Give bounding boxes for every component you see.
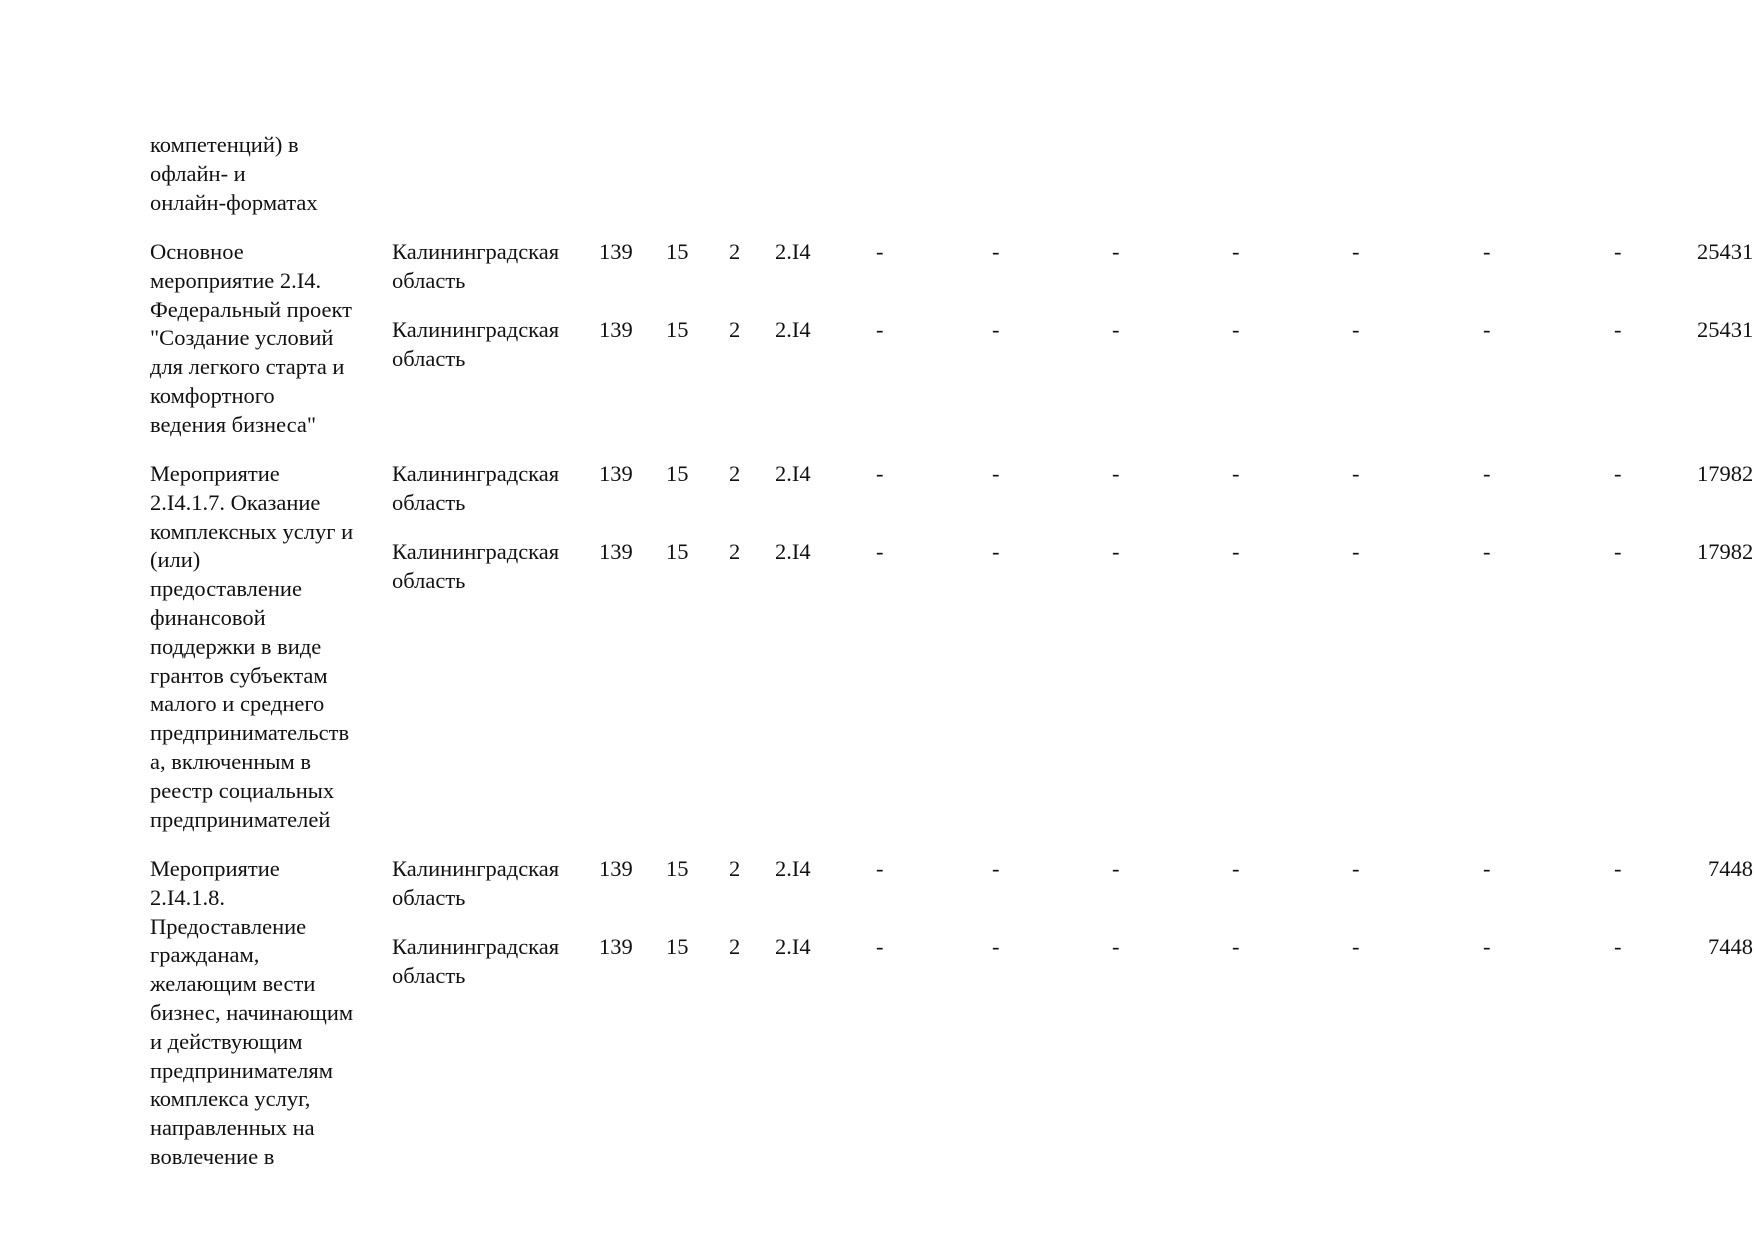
region-line: область <box>392 884 466 910</box>
name-line: предоставление <box>150 576 302 602</box>
empty-value-cell: - <box>992 856 1000 881</box>
name-line: ведения бизнеса" <box>150 411 317 437</box>
amount-cell: 7448 <box>1708 934 1753 959</box>
empty-value-cell: - <box>876 856 884 881</box>
name-line: компетенций) в <box>150 132 299 157</box>
empty-value-cell: - <box>1112 461 1120 486</box>
region-cell <box>392 933 592 991</box>
name-line: онлайн-форматах <box>150 189 318 215</box>
name-line: предпринимателям <box>150 1057 333 1083</box>
name-line: 2.I4.1.7. Оказание <box>150 489 321 515</box>
name-line: мероприятие 2.I4. <box>150 267 322 293</box>
empty-value-cell: - <box>1112 539 1120 564</box>
empty-value-cell: - <box>1112 856 1120 881</box>
empty-value-cell: - <box>1483 317 1491 342</box>
name-line: комплексных услуг и <box>150 518 354 544</box>
name-line: предпринимателей <box>150 806 331 832</box>
empty-value-cell: - <box>1483 239 1491 264</box>
empty-value-cell: - <box>1352 934 1360 959</box>
name-line: поддержки в виде <box>150 633 322 659</box>
empty-value-cell: - <box>1232 317 1240 342</box>
empty-value-cell: - <box>992 461 1000 486</box>
name-line: для легкого старта и <box>150 354 345 380</box>
continued-activity-name <box>150 131 390 217</box>
empty-value-cell: - <box>992 934 1000 959</box>
empty-value-cell: - <box>1112 239 1120 264</box>
amount-cell: 17982 <box>1697 539 1754 564</box>
region-cell <box>392 460 592 518</box>
target-article-cell: 2.I4 <box>775 934 811 959</box>
name-line: гражданам, <box>150 942 260 968</box>
target-article-cell: 2.I4 <box>775 856 811 881</box>
empty-value-cell: - <box>1352 317 1360 342</box>
subsection-code-cell: 2 <box>729 856 741 881</box>
empty-value-cell: - <box>1614 239 1622 264</box>
empty-value-cell: - <box>1614 856 1622 881</box>
section-code-cell: 15 <box>666 856 689 881</box>
name-line: Мероприятие <box>150 461 280 486</box>
region-line: область <box>392 489 466 515</box>
region-line: область <box>392 345 466 371</box>
empty-value-cell: - <box>1614 934 1622 959</box>
section-code-cell: 15 <box>666 317 689 342</box>
region-line: Калининградская <box>392 539 560 564</box>
empty-value-cell: - <box>1232 461 1240 486</box>
name-line: "Создание условий <box>150 325 334 351</box>
amount-cell: 25431 <box>1697 317 1754 342</box>
empty-value-cell: - <box>1112 934 1120 959</box>
grbs-code-cell: 139 <box>599 461 633 486</box>
region-cell <box>392 855 592 913</box>
name-line: и действующим <box>150 1028 303 1054</box>
name-line: бизнес, начинающим <box>150 999 354 1025</box>
empty-value-cell: - <box>1614 539 1622 564</box>
activity-name <box>150 238 390 440</box>
empty-value-cell: - <box>1112 317 1120 342</box>
activity-name <box>150 460 390 834</box>
name-line: Предоставление <box>150 913 307 939</box>
section-code-cell: 15 <box>666 934 689 959</box>
name-line: предпринимательств <box>150 720 350 746</box>
name-line: комплекса услуг, <box>150 1086 311 1112</box>
name-line: (или) <box>150 547 201 573</box>
amount-cell: 17982 <box>1697 461 1754 486</box>
region-line: область <box>392 962 466 988</box>
region-line: Калининградская <box>392 934 560 959</box>
name-line: малого и среднего <box>150 691 325 717</box>
empty-value-cell: - <box>1232 239 1240 264</box>
empty-value-cell: - <box>1352 539 1360 564</box>
target-article-cell: 2.I4 <box>775 539 811 564</box>
amount-cell: 25431 <box>1697 239 1754 264</box>
region-line: Калининградская <box>392 461 560 486</box>
name-line: Мероприятие <box>150 856 280 881</box>
region-cell <box>392 238 592 296</box>
subsection-code-cell: 2 <box>729 539 741 564</box>
section-code-cell: 15 <box>666 539 689 564</box>
empty-value-cell: - <box>1232 934 1240 959</box>
target-article-cell: 2.I4 <box>775 239 811 264</box>
empty-value-cell: - <box>876 317 884 342</box>
empty-value-cell: - <box>1483 934 1491 959</box>
empty-value-cell: - <box>992 317 1000 342</box>
grbs-code-cell: 139 <box>599 539 633 564</box>
empty-value-cell: - <box>992 539 1000 564</box>
empty-value-cell: - <box>876 461 884 486</box>
name-line: а, включенным в <box>150 748 311 774</box>
region-line: область <box>392 267 466 293</box>
name-line: грантов субъектам <box>150 662 328 688</box>
empty-value-cell: - <box>1352 856 1360 881</box>
empty-value-cell: - <box>992 239 1000 264</box>
section-code-cell: 15 <box>666 461 689 486</box>
name-line: офлайн- и <box>150 160 246 186</box>
region-cell <box>392 316 592 374</box>
section-code-cell: 15 <box>666 239 689 264</box>
empty-value-cell: - <box>1483 461 1491 486</box>
empty-value-cell: - <box>1232 539 1240 564</box>
region-line: Калининградская <box>392 856 560 881</box>
empty-value-cell: - <box>876 239 884 264</box>
grbs-code-cell: 139 <box>599 856 633 881</box>
subsection-code-cell: 2 <box>729 934 741 959</box>
name-line: Основное <box>150 239 244 264</box>
empty-value-cell: - <box>1352 461 1360 486</box>
empty-value-cell: - <box>1483 856 1491 881</box>
name-line: Федеральный проект <box>150 296 352 322</box>
name-line: желающим вести <box>150 971 316 997</box>
region-line: Калининградская <box>392 239 560 264</box>
empty-value-cell: - <box>1232 856 1240 881</box>
name-line: финансовой <box>150 604 266 630</box>
name-line: реестр социальных <box>150 777 335 803</box>
empty-value-cell: - <box>1614 461 1622 486</box>
empty-value-cell: - <box>876 934 884 959</box>
region-line: область <box>392 567 466 593</box>
name-line: комфортного <box>150 382 275 408</box>
empty-value-cell: - <box>1614 317 1622 342</box>
name-line: вовлечение в <box>150 1143 275 1169</box>
subsection-code-cell: 2 <box>729 461 741 486</box>
activity-name <box>150 855 390 1172</box>
grbs-code-cell: 139 <box>599 934 633 959</box>
name-line: 2.I4.1.8. <box>150 884 225 910</box>
grbs-code-cell: 139 <box>599 317 633 342</box>
subsection-code-cell: 2 <box>729 317 741 342</box>
empty-value-cell: - <box>876 539 884 564</box>
subsection-code-cell: 2 <box>729 239 741 264</box>
region-line: Калининградская <box>392 317 560 342</box>
empty-value-cell: - <box>1483 539 1491 564</box>
target-article-cell: 2.I4 <box>775 317 811 342</box>
grbs-code-cell: 139 <box>599 239 633 264</box>
name-line: направленных на <box>150 1115 315 1141</box>
amount-cell: 7448 <box>1708 856 1753 881</box>
empty-value-cell: - <box>1352 239 1360 264</box>
region-cell <box>392 538 592 596</box>
target-article-cell: 2.I4 <box>775 461 811 486</box>
